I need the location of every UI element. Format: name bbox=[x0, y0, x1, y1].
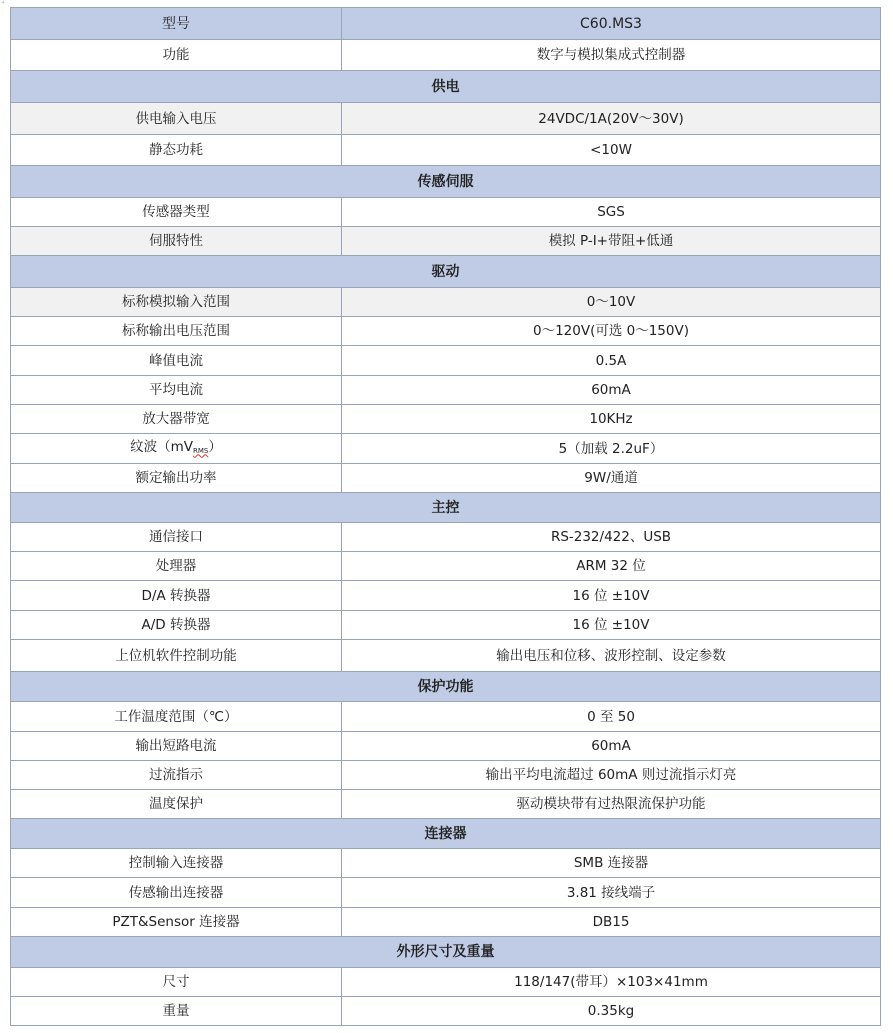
ripple-label-close: ） bbox=[208, 438, 222, 455]
section-header-row bbox=[11, 256, 881, 288]
spec-row bbox=[11, 434, 881, 464]
spec-value: C60.MS3 bbox=[342, 8, 881, 40]
section-title: 保护功能 bbox=[11, 672, 881, 702]
spec-row bbox=[11, 103, 881, 135]
spec-value: 数字与模拟集成式控制器 bbox=[342, 40, 881, 71]
spec-value: 0.5A bbox=[342, 346, 881, 376]
section-title: 驱动 bbox=[11, 256, 881, 288]
spec-value: RS-232/422、USB bbox=[342, 523, 881, 552]
spec-value: SMB 连接器 bbox=[342, 849, 881, 878]
spec-row bbox=[11, 552, 881, 581]
rms-subscript: RMS bbox=[193, 446, 209, 455]
spec-row bbox=[11, 640, 881, 672]
section-header-row bbox=[11, 71, 881, 103]
spec-label: 额定输出功率 bbox=[11, 464, 342, 493]
spec-value: DB15 bbox=[342, 908, 881, 937]
spec-row bbox=[11, 317, 881, 346]
spec-label: 供电输入电压 bbox=[11, 103, 342, 135]
spec-label: 传感器类型 bbox=[11, 198, 342, 227]
spec-value: <10W bbox=[342, 135, 881, 166]
spec-row bbox=[11, 878, 881, 908]
spec-row bbox=[11, 464, 881, 493]
spec-value: 0～120V(可选 0～150V) bbox=[342, 317, 881, 346]
spec-row bbox=[11, 346, 881, 376]
spec-value: 驱动模块带有过热限流保护功能 bbox=[342, 790, 881, 819]
spec-row bbox=[11, 198, 881, 227]
spec-value: 118/147(带耳）×103×41mm bbox=[342, 968, 881, 997]
spec-row bbox=[11, 790, 881, 819]
spec-label: 功能 bbox=[11, 40, 342, 71]
spec-label: 通信接口 bbox=[11, 523, 342, 552]
spec-row bbox=[11, 376, 881, 405]
spec-label: 处理器 bbox=[11, 552, 342, 581]
spec-label: 型号 bbox=[11, 8, 342, 40]
section-title: 外形尺寸及重量 bbox=[11, 937, 881, 968]
spec-label: 静态功耗 bbox=[11, 135, 342, 166]
spec-value: SGS bbox=[342, 198, 881, 227]
spec-value: 24VDC/1A(20V～30V) bbox=[342, 103, 881, 135]
spec-label: 标称输出电压范围 bbox=[11, 317, 342, 346]
spec-value: 输出平均电流超过 60mA 则过流指示灯亮 bbox=[342, 761, 881, 790]
spec-value: 模拟 P-I+带阻+低通 bbox=[342, 227, 881, 256]
spec-value: 输出电压和位移、波形控制、设定参数 bbox=[342, 640, 881, 672]
spec-row bbox=[11, 997, 881, 1026]
spec-value: 0.35kg bbox=[342, 997, 881, 1026]
spec-row bbox=[11, 968, 881, 997]
section-header-row bbox=[11, 819, 881, 849]
spec-label: 放大器带宽 bbox=[11, 405, 342, 434]
spec-row bbox=[11, 40, 881, 71]
section-title: 主控 bbox=[11, 493, 881, 523]
spec-label: 输出短路电流 bbox=[11, 732, 342, 761]
spec-value: ARM 32 位 bbox=[342, 552, 881, 581]
spec-value: 3.81 接线端子 bbox=[342, 878, 881, 908]
spec-label: 上位机软件控制功能 bbox=[11, 640, 342, 672]
spec-row bbox=[11, 761, 881, 790]
spec-value: 9W/通道 bbox=[342, 464, 881, 493]
spec-label: 峰值电流 bbox=[11, 346, 342, 376]
section-title: 供电 bbox=[11, 71, 881, 103]
spec-value: 10KHz bbox=[342, 405, 881, 434]
spec-value: 16 位 ±10V bbox=[342, 581, 881, 611]
spec-label: PZT&Sensor 连接器 bbox=[11, 908, 342, 937]
spec-label: 标称模拟输入范围 bbox=[11, 288, 342, 317]
section-header-row bbox=[11, 937, 881, 968]
section-header-row bbox=[11, 493, 881, 523]
spec-row bbox=[11, 702, 881, 732]
section-title: 连接器 bbox=[11, 819, 881, 849]
spec-label: 重量 bbox=[11, 997, 342, 1026]
spec-label: D/A 转换器 bbox=[11, 581, 342, 611]
spec-value: 0 至 50 bbox=[342, 702, 881, 732]
spec-table bbox=[10, 7, 881, 1026]
spec-label: 伺服特性 bbox=[11, 227, 342, 256]
spec-row bbox=[11, 908, 881, 937]
spec-row bbox=[11, 581, 881, 611]
spec-row bbox=[11, 135, 881, 166]
spec-value: 60mA bbox=[342, 732, 881, 761]
section-header-row bbox=[11, 672, 881, 702]
spec-value: 16 位 ±10V bbox=[342, 611, 881, 640]
spec-label: 温度保护 bbox=[11, 790, 342, 819]
spec-row bbox=[11, 732, 881, 761]
ripple-label-text: 纹波（mV bbox=[130, 438, 194, 455]
spec-label bbox=[11, 434, 342, 464]
spec-value: 5（加载 2.2uF） bbox=[342, 434, 881, 464]
spec-value: 60mA bbox=[342, 376, 881, 405]
spec-row bbox=[11, 611, 881, 640]
spec-row bbox=[11, 523, 881, 552]
spec-label: 控制输入连接器 bbox=[11, 849, 342, 878]
spec-label: 工作温度范围（℃） bbox=[11, 702, 342, 732]
spec-table-body bbox=[11, 8, 881, 1026]
section-title: 传感伺服 bbox=[11, 166, 881, 198]
spec-label: A/D 转换器 bbox=[11, 611, 342, 640]
spec-label: 平均电流 bbox=[11, 376, 342, 405]
spec-row bbox=[11, 849, 881, 878]
spec-row bbox=[11, 227, 881, 256]
spec-row bbox=[11, 405, 881, 434]
model-row bbox=[11, 8, 881, 40]
spec-label: 过流指示 bbox=[11, 761, 342, 790]
corner-mark: ⁺ bbox=[1, 0, 6, 8]
spec-value: 0～10V bbox=[342, 288, 881, 317]
spec-label: 尺寸 bbox=[11, 968, 342, 997]
spec-row bbox=[11, 288, 881, 317]
section-header-row bbox=[11, 166, 881, 198]
spec-label: 传感输出连接器 bbox=[11, 878, 342, 908]
